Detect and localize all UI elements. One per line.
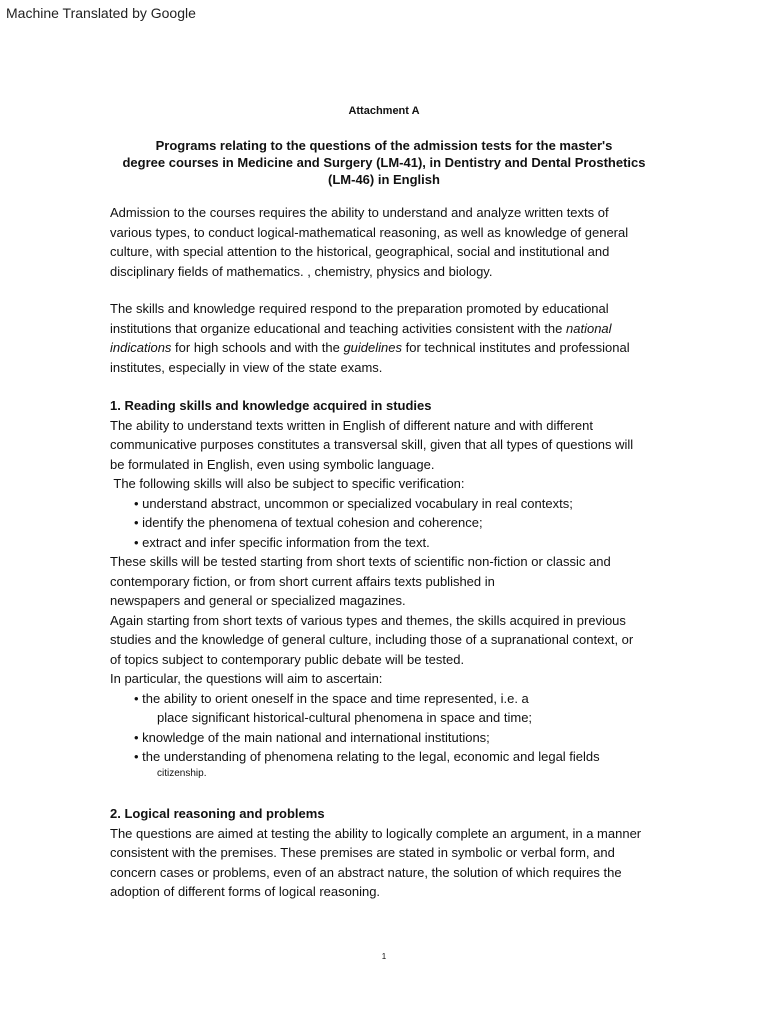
text-line: Again starting from short texts of various types and themes, the skills acquired in previous	[110, 612, 626, 628]
text-line: various types, to conduct logical-mathematical reasoning, as well as knowledge of general	[110, 224, 629, 240]
text-line: communicative purposes constitutes a transversal skill, given that all types of questions will	[110, 437, 634, 452]
section-2-heading: 2. Logical reasoning and problems	[110, 806, 325, 821]
section-2	[110, 804, 670, 902]
list-item: • knowledge of the main national and international institutions;	[134, 729, 490, 745]
list-item: • the understanding of phenomena relating to the legal, economic and legal fields	[134, 749, 600, 764]
text-line: The ability to understand texts written in English of different nature and with different	[110, 417, 593, 433]
text-line	[110, 338, 670, 358]
text-line: The skills and knowledge required respond to the preparation promoted by educational	[110, 301, 609, 316]
text-line: newspapers and general or specialized magazines.	[110, 593, 406, 608]
text-line: culture, with special attention to the historical, geographical, social and institutional and	[110, 244, 610, 259]
section-1	[110, 396, 670, 781]
text-line: studies and the knowledge of general culture, including those of a supranational context, or	[110, 632, 634, 647]
guidelines-emphasis: guidelines	[343, 340, 402, 355]
text-line: disciplinary fields of mathematics. , chemistry, physics and biology.	[110, 263, 493, 279]
indications-emphasis: indications	[110, 340, 172, 355]
text-line: These skills will be tested starting from short texts of scientific non-fiction or classic and	[110, 554, 611, 569]
list-item: • identify the phenomena of textual cohesion and coherence;	[134, 515, 483, 530]
list-item-continuation: place significant historical-cultural phenomena in space and time;	[157, 710, 533, 725]
list-item-continuation: citizenship.	[157, 767, 207, 779]
list-item: • understand abstract, uncommon or specialized vocabulary in real contexts;	[134, 495, 573, 511]
title-line: degree courses in Medicine and Surgery (LM-41), in Dentistry and Dental Prosthetics	[122, 155, 646, 170]
text-line: The following skills will also be subject to specific verification:	[110, 476, 465, 491]
text-run: for high schools and with the	[171, 340, 344, 355]
text-run: for technical institutes and professional	[401, 340, 630, 355]
text-line: consistent with the premises. These premises are stated in symbolic or verbal form, and	[110, 845, 615, 860]
text-line	[110, 319, 670, 339]
text-line: institutes, especially in view of the state exams.	[110, 359, 383, 375]
machine-translation-banner: Machine Translated by Google	[6, 5, 196, 21]
text-line: be formulated in English, even using symbolic language.	[110, 456, 435, 472]
national-emphasis: national	[566, 320, 612, 336]
intro-paragraph	[110, 203, 670, 281]
text-line: Admission to the courses requires the ability to understand and analyze written texts of	[110, 205, 609, 220]
page-number: 1	[381, 952, 387, 961]
title-line: Programs relating to the questions of the admission tests for the master's	[155, 138, 613, 153]
text-line: In particular, the questions will aim to ascertain:	[110, 671, 383, 686]
text-line: contemporary fiction, or from short current affairs texts published in	[110, 573, 495, 589]
list-item: • the ability to orient oneself in the space and time represented, i.e. a	[134, 690, 529, 706]
text-line: concern cases or problems, even of an abstract nature, the solution of which requires the	[110, 864, 622, 880]
text-line: The questions are aimed at testing the ability to logically complete an argument, in a manner	[110, 825, 642, 841]
document-title	[90, 137, 678, 188]
list-item: • extract and infer specific information from the text.	[134, 534, 430, 550]
attachment-label: Attachment A	[348, 105, 420, 117]
text-run: institutions that organize educational and teaching activities consistent with the	[110, 320, 566, 336]
title-line: (LM-46) in English	[328, 172, 440, 187]
skills-paragraph	[110, 299, 670, 377]
text-line: of topics subject to contemporary public debate will be tested.	[110, 651, 465, 667]
section-1-heading: 1. Reading skills and knowledge acquired in studies	[110, 398, 432, 413]
text-line: adoption of different forms of logical reasoning.	[110, 884, 381, 899]
